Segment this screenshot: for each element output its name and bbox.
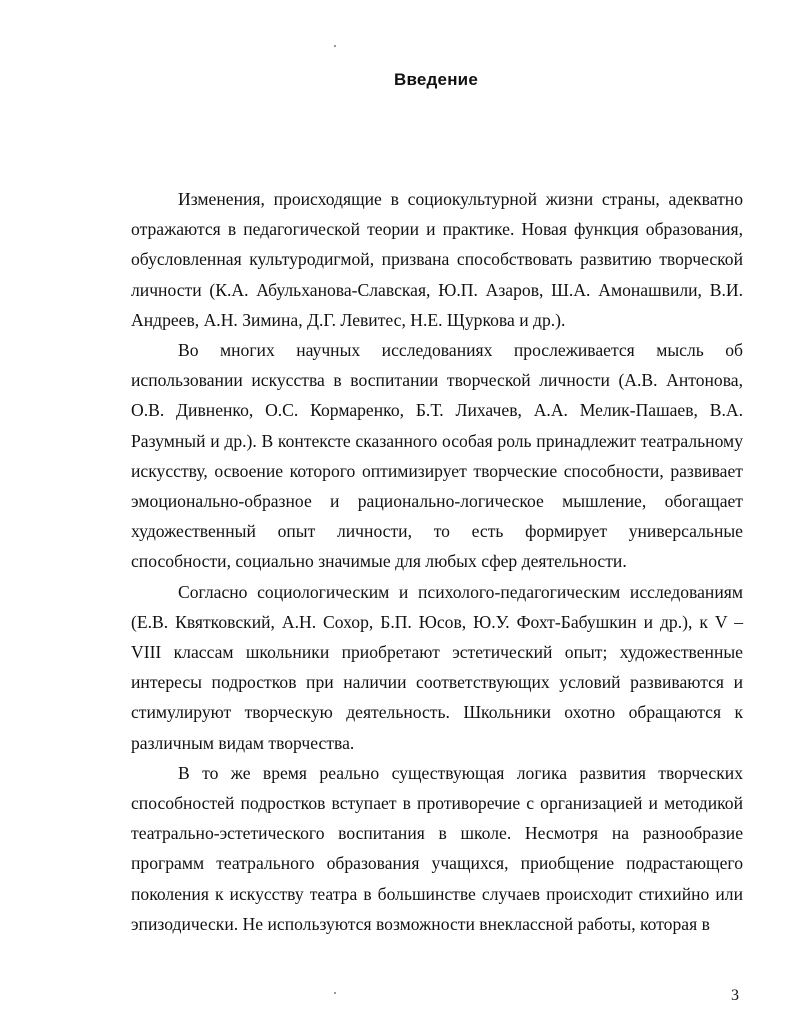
scan-speck — [334, 45, 336, 47]
body-text — [131, 184, 743, 939]
page-title: Введение — [394, 70, 478, 89]
paragraph: Изменения, происходящие в социокультурной жизни страны, адекватно отражаются в педагогической теории и практике. Новая функция образования, обусловленная культуродигмой, призвана способствовать развитию творческой личности (К.А. Абульханова-Славская, Ю.П. Азаров, Ш.А. Амонашвили, В.И. Андреев, А.Н. Зимина, Д.Г. Левитес, Н.Е. Щуркова и др.). — [131, 189, 743, 330]
paragraph: Согласно социологическим и психолого-педагогическим исследованиям (Е.В. Квятковский, А.Н. Сохор, Б.П. Юсов, Ю.У. Фохт-Бабушкин и др.), к V – VIII классам школьники приобретают эстетический опыт; художественные интересы подростков при наличии соответствующих условий развиваются и стимулируют творческую деятельность. Школьники охотно обращаются к различным видам творчества. — [131, 581, 743, 753]
paragraph: В то же время реально существующая логика развития творческих способностей подростков вступает в противоречие с организацией и методикой театрально-эстетического воспитания в школе. Несмотря на разнообразие программ театрального образования учащихся, приобщение подрастающего поколения к искусству театра в большинстве случаев происходит стихийно или эпизодически. Не используются возможности внеклассной работы, которая в — [131, 762, 743, 934]
page-number: 3 — [731, 987, 739, 1004]
paragraph: Во многих научных исследованиях прослеживается мысль об использовании искусства в воспитании творческой личности (А.В. Антонова, О.В. Дивненко, О.С. Кормаренко, Б.Т. Лихачев, А.А. Мелик-Пашаев, В.А. Разумный и др.). В контексте сказанного особая роль принадлежит театральному искусству, освоение которого оптимизирует творческие способности, развивает эмоционально-образное и рационально-логическое мышление, обогащает художественный опыт личности, то есть формирует универсальные способности, социально значимые для любых сфер деятельности. — [131, 340, 743, 572]
scan-speck — [334, 992, 336, 994]
